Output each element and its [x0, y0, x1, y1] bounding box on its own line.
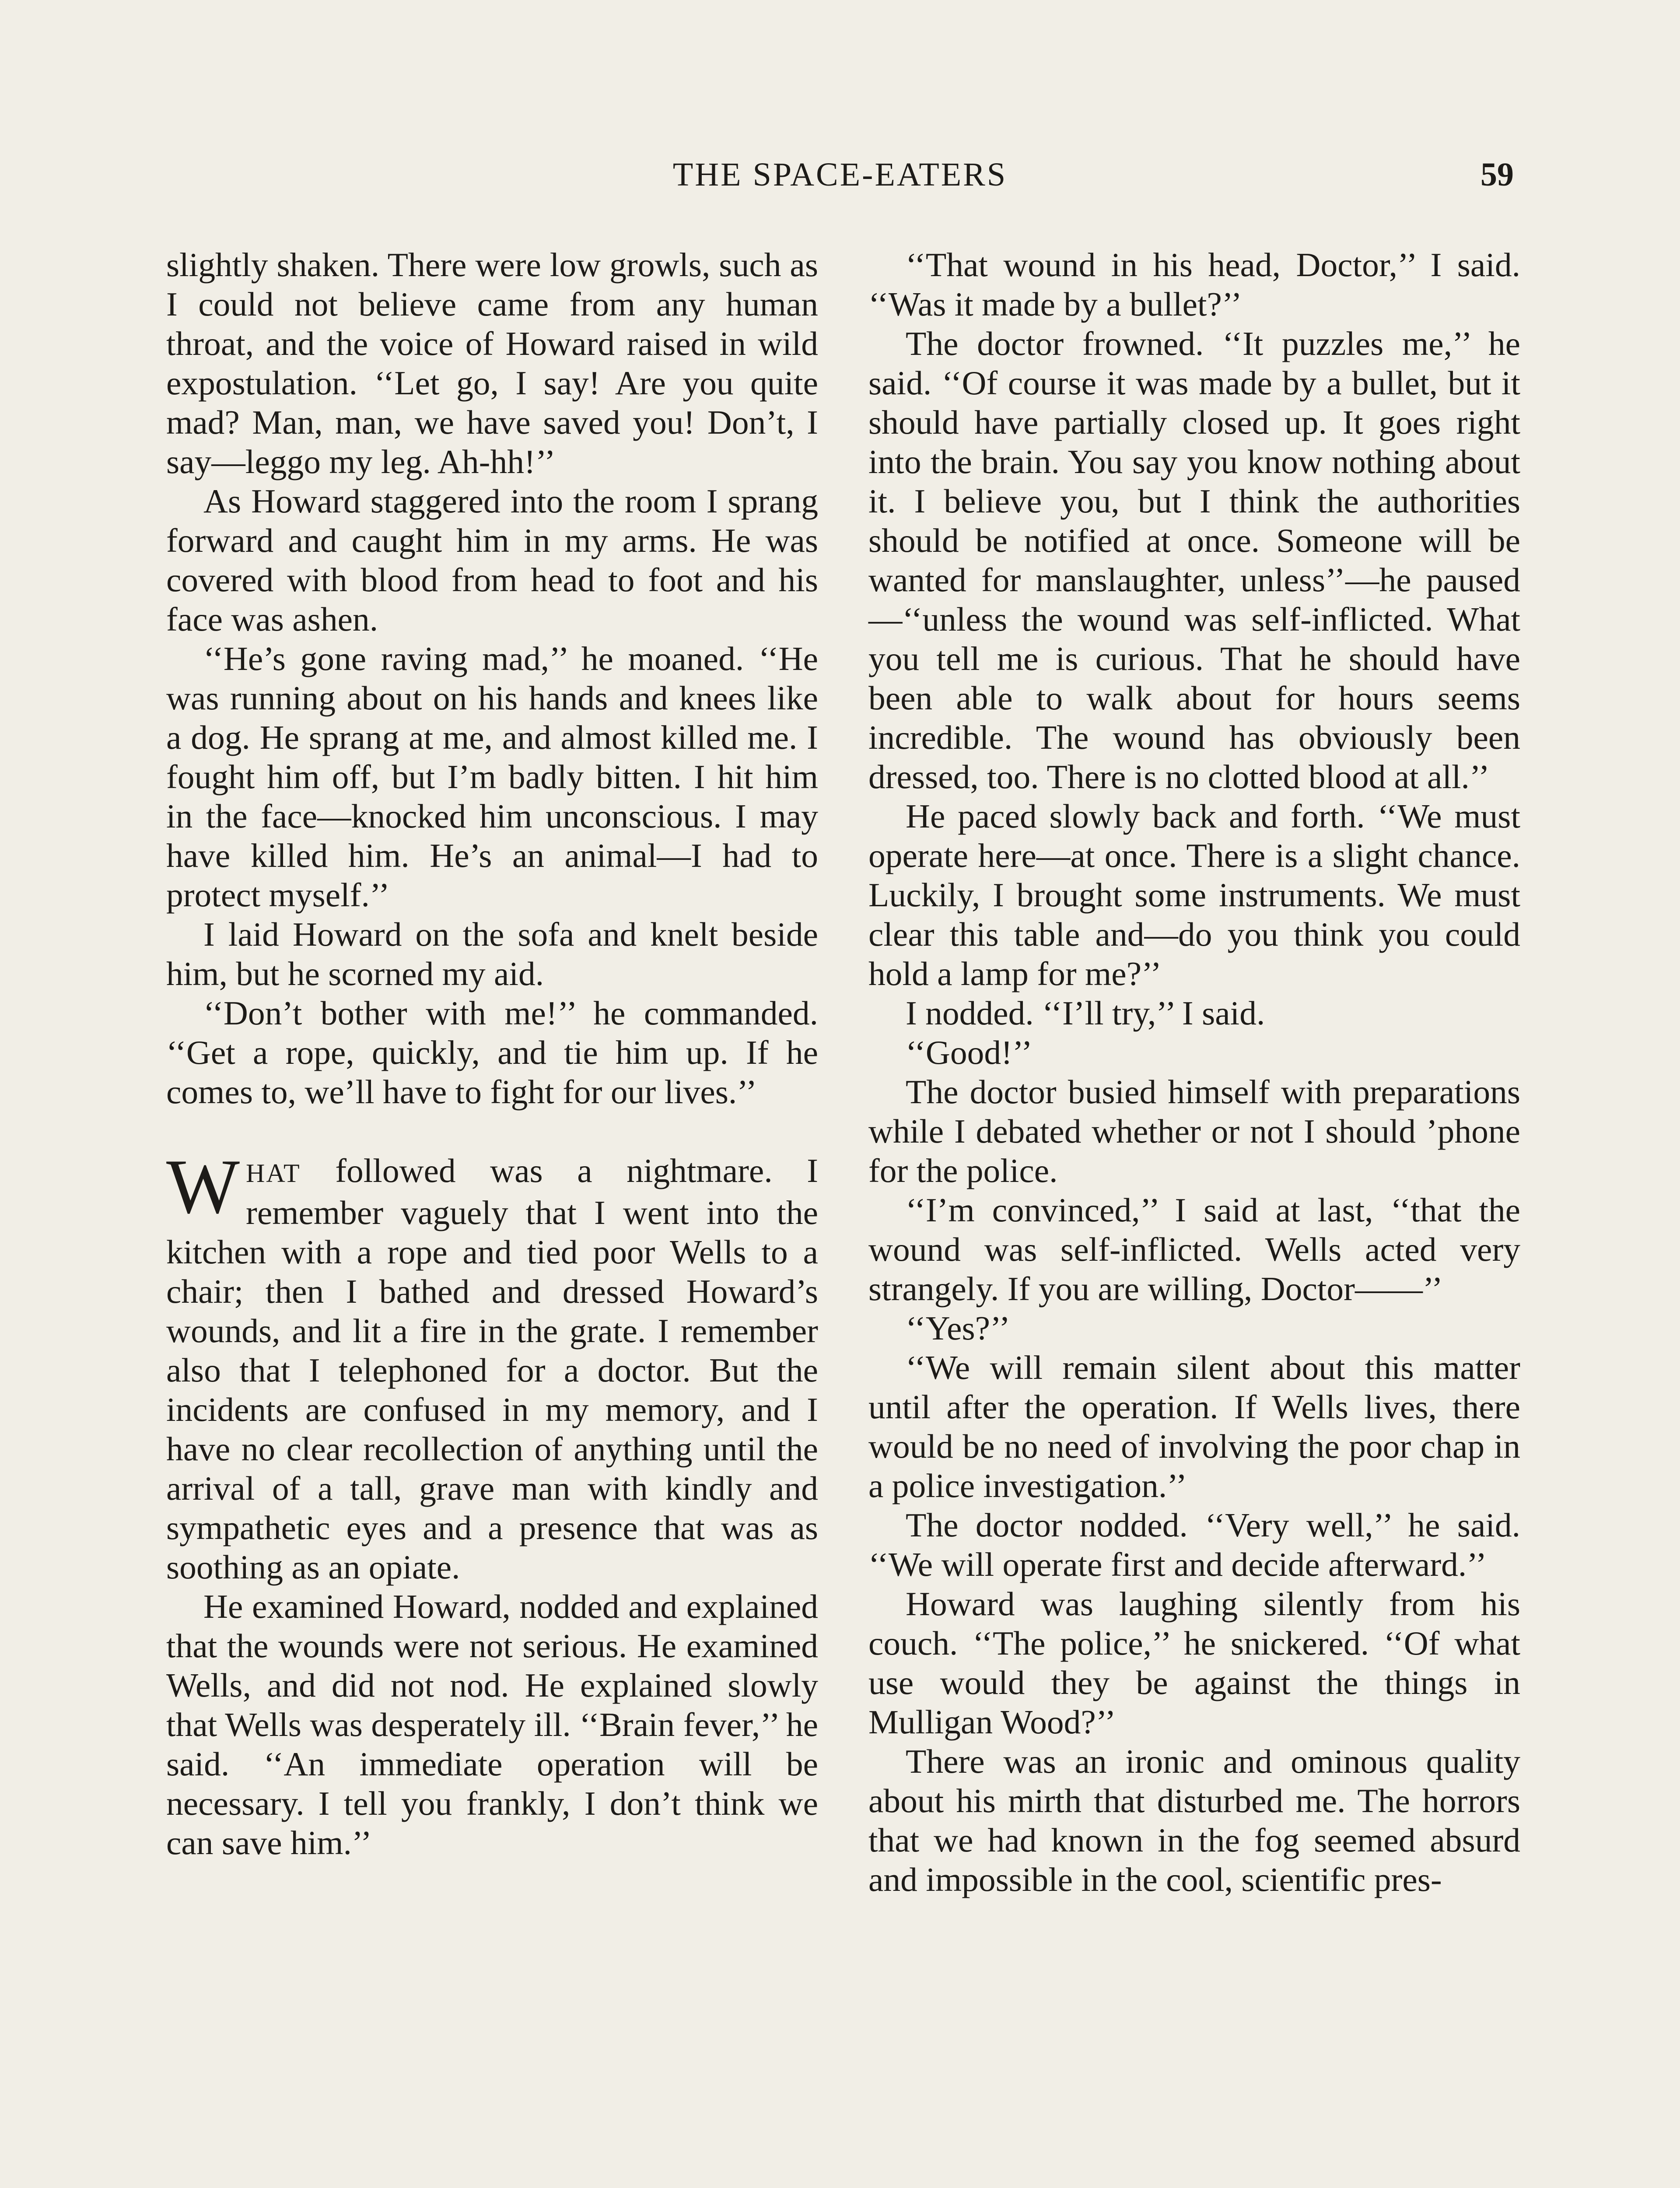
- paragraph: ‘‘Good!’’: [906, 1034, 1032, 1071]
- paragraph: ‘‘I’m convinced,’’ I said at last, ‘‘that the wound was self-inflicted. Wells acted very strangely. If you are willing, Doctor——’’: [868, 1191, 1520, 1308]
- paragraph: slightly shaken. There were low growls, such as I could not believe came from any human throat, and the voice of Howard raised in wild expostulation. ‘‘Let go, I say! Are you quite mad? Man, man, we have saved you! Don’t, I say—leggo my leg. Ah-hh!’’: [166, 246, 818, 480]
- drop-cap: W: [166, 1143, 238, 1230]
- paragraph: As Howard staggered into the room I sprang forward and caught him in my arms. He was covered with blood from head to foot and his face was ashen.: [166, 482, 818, 638]
- right-column: [868, 245, 1520, 1899]
- paragraph: I laid Howard on the sofa and knelt beside him, but he scorned my aid.: [166, 915, 818, 992]
- page-header: [166, 153, 1514, 201]
- page-number: 59: [1480, 156, 1514, 193]
- paragraph: ‘‘He’s gone raving mad,’’ he moaned. ‘‘He was running about on his hands and knees like a dog. He sprang at me, and almost killed me. I fought him off, but I’m badly bitten. I hit him in the face—knocked him unconscious. I may have killed him. He’s an animal—I had to protect myself.’’: [166, 640, 818, 914]
- paragraph: ‘‘We will remain silent about this matter until after the operation. If Wells lives, there would be no need of involving the poor chap in a police investigation.’’: [868, 1349, 1520, 1504]
- paragraph: The doctor nodded. ‘‘Very well,’’ he said. ‘‘We will operate first and decide afterward.’’: [868, 1506, 1520, 1583]
- paragraph: There was an ironic and ominous quality about his mirth that disturbed me. The horrors that we had known in the fog seemed absurd and impossible in the cool, scientific pres-: [868, 1743, 1520, 1898]
- paragraph: ‘‘Yes?’’: [906, 1309, 1010, 1347]
- paragraph: He paced slowly back and forth. ‘‘We must operate here—at once. There is a slight chance. Luckily, I brought some instruments. We must clear this table and—do you think you could hold a lamp for me?’’: [868, 797, 1520, 992]
- section-opening-paragraph: [166, 1143, 818, 1587]
- small-caps-lead: HAT: [246, 1159, 301, 1188]
- paragraph: ‘‘Don’t bother with me!’’ he commanded. ‘‘Get a rope, quickly, and tie him up. If he comes to, we’ll have to fight for our lives.’’: [166, 994, 818, 1111]
- paragraph: He examined Howard, nodded and explained that the wounds were not serious. He examined Wells, and did not nod. He explained slowly that Wells was desperately ill. ‘‘Brain fever,’’ he said. ‘‘An immediate operation will be necessary. I tell you frankly, I don’t think we can save him.’’: [166, 1588, 818, 1862]
- left-column: [166, 245, 818, 1862]
- paragraph: Howard was laughing silently from his couch. ‘‘The police,’’ he snickered. ‘‘Of what use would they be against the things in Mulligan Wood?’’: [868, 1585, 1520, 1741]
- paragraph: The doctor busied himself with preparations while I debated whether or not I should ’phone for the police.: [868, 1073, 1520, 1189]
- paragraph-text: followed was a nightmare. I remember vaguely that I went into the kitchen with a rope and tied poor Wells to a chair; then I bathed and dressed Howard’s wounds, and lit a fire in the grate. I remember also that I telephoned for a doctor. But the incidents are confused in my memory, and I have no clear recollection of anything until the arrival of a tall, grave man with kindly and sympathetic eyes and a presence that was as soothing as an opiate.: [166, 1152, 818, 1586]
- running-title: THE SPACE-EATERS: [672, 156, 1008, 193]
- paragraph: ‘‘That wound in his head, Doctor,’’ I said. ‘‘Was it made by a bullet?’’: [868, 246, 1520, 323]
- paragraph: I nodded. ‘‘I’ll try,’’ I said.: [906, 994, 1265, 1032]
- paragraph: The doctor frowned. ‘‘It puzzles me,’’ he said. ‘‘Of course it was made by a bullet, but it should have partially closed up. It goes right into the brain. You say you know nothing about it. I believe you, but I think the authorities should be notified at once. Someone will be wanted for manslaughter, unless’’—he paused—‘‘unless the wound was self-inflicted. What you tell me is curious. That he should have been able to walk about for hours seems incredible. The wound has obviously been dressed, too. There is no clotted blood at all.’’: [868, 325, 1520, 796]
